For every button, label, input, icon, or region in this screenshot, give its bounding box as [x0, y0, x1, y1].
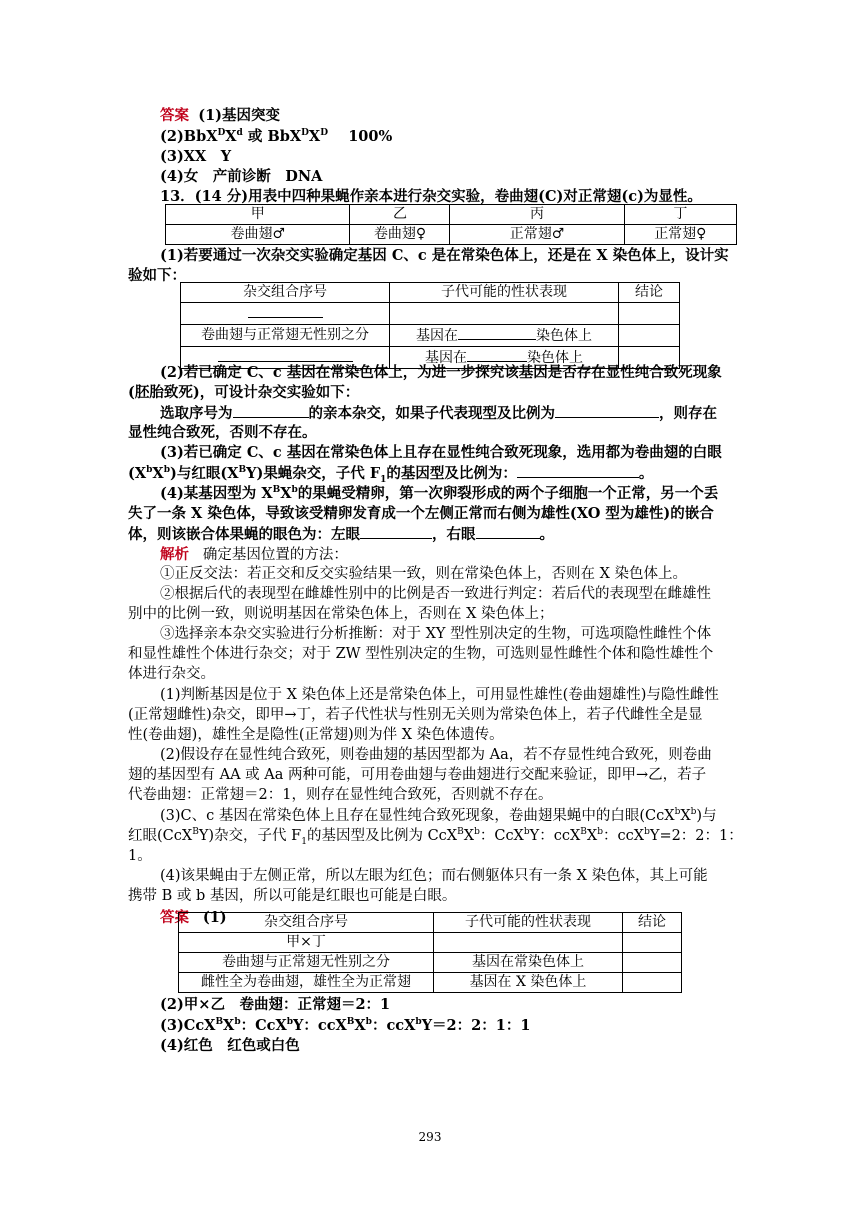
- fly-table: [165, 204, 737, 245]
- q13-part2-line3: 选取序号为 的亲本杂交，如果子代表现型及比例为 ，则存在: [160, 405, 717, 422]
- page-number: 293: [418, 1130, 442, 1144]
- answer-blank[interactable]: [248, 303, 323, 318]
- analysis-step-2a: (2)假设存在显性纯合致死，则卷曲翅的基因型都为 Aa，若不存显性纯合致死，则卷曲: [160, 747, 712, 763]
- answer-table-row: 卷曲翅与正常翅无性别之分 基因在常染色体上: [179, 953, 682, 973]
- analysis-method-2a: ②根据后代的表现型在雌雄性别中的比例是否一致进行判定：若后代的表现型在雌雄性: [160, 586, 711, 602]
- analysis-label: 解析: [160, 546, 189, 563]
- analysis-method-3c: 体进行杂交。: [128, 666, 215, 682]
- analysis-method-3b: 和显性雄性个体进行杂交；对于 ZW 型性别决定的生物，可选则显性雌性个体和隐性雄性个: [128, 646, 714, 662]
- analysis-step-1c: 性(卷曲翅)，雄性全是隐性(正常翅)则为伴 X 染色体遗传。: [128, 727, 504, 743]
- prev-answer-line-3: (3)XX Y: [160, 148, 232, 165]
- analysis-step-2b: 翅的基因型有 AA 或 Aa 两种可能，可用卷曲翅与卷曲翅进行交配来验证，即甲→乙，若子: [128, 767, 707, 783]
- answer-blank[interactable]: [517, 463, 639, 478]
- q13-part2-line4: 显性纯合致死，否则不存在。: [128, 424, 317, 441]
- q13-part1-line2: 验如下：: [128, 267, 186, 284]
- answer-table-row: 甲×丁: [179, 933, 682, 953]
- answer-table: 杂交组合序号 子代可能的性状表现 结论 甲×丁 卷曲翅与正常翅无性别之分 基因在常染色体上 雌性全为卷曲翅，雄性全为正常翅 基因在 X 染色体上: [178, 912, 682, 993]
- final-answer-2: (2)甲×乙 卷曲翅：正常翅＝2：1: [160, 996, 391, 1013]
- prev-answer-line-1: 答案 (1)基因突变: [160, 107, 281, 124]
- answer-blank[interactable]: [360, 524, 432, 539]
- analysis-step-3a: (3)C、c 基因在常染色体上且存在显性纯合致死现象，卷曲翅果蝇中的白眼$(CcX^bX^b)$与: [160, 807, 717, 824]
- q13-part4-line3: 体，则该嵌合体果蝇的眼色为：左眼 ，右眼 。: [128, 526, 554, 543]
- final-answer-label: 答案: [160, 909, 189, 926]
- analysis-step-4b: 携带 B 或 b 基因，所以可能是红眼也可能是白眼。: [128, 888, 457, 904]
- q13-part4-line2: 失了一条 X 染色体，导致该受精卵发育成一个左侧正常而右侧为雄性(XO 型为雄性)的嵌合: [128, 505, 714, 522]
- answer-blank[interactable]: [458, 325, 536, 340]
- question-13-heading: 13．(14 分)用表中四种果蝇作亲本进行杂交实验，卷曲翅(C)对正常翅(c)为显性。: [160, 188, 702, 205]
- prev-answer-line-4: (4)女 产前诊断 DNA: [160, 168, 323, 185]
- analysis-step-3c: 1。: [128, 848, 152, 864]
- fly-table-header-row: 甲 乙 丙 丁: [166, 205, 737, 225]
- final-answer-4: (4)红色 红色或白色: [160, 1037, 300, 1054]
- q13-part4-line1: (4)某基因型为 $X^BX^b$的果蝇受精卵，第一次卵裂形成的两个子细胞一个正常，另一个丢: [160, 485, 719, 502]
- answer-blank[interactable]: [233, 403, 309, 418]
- answer-blank[interactable]: [555, 403, 659, 418]
- q13-part3-line1: (3)若已确定 C、c 基因在常染色体上且存在显性纯合致死现象，选用都为卷曲翅的白眼: [160, 444, 722, 461]
- final-answer-3: $(3)CcX^BX^b$：CcX$^b$Y：$ccX^BX^b$：ccX$^b$Y＝2：2：1：1: [160, 1017, 531, 1034]
- q13-part2-line2: (胚胎致死)，可设计杂交实验如下：: [128, 384, 360, 401]
- answer-blank[interactable]: [476, 524, 540, 539]
- analysis-step-1a: (1)判断基因是位于 X 染色体上还是常染色体上，可用显性雄性(卷曲翅雄性)与隐性雌性: [160, 687, 719, 703]
- answer-label: 答案: [160, 107, 189, 124]
- prev-answer-line-2: $(2)BbX^DX^d$ 或 $BbX^DX^D$ 100%: [160, 128, 393, 145]
- answer-blank[interactable]: [467, 347, 527, 362]
- answer-table-row: 雌性全为卷曲翅，雄性全为正常翅 基因在 X 染色体上: [179, 973, 682, 993]
- final-answer-heading: 答案 (1): [160, 909, 227, 926]
- analysis-method-2b: 别中的比例一致，则说明基因在常染色体上，否则在 X 染色体上；: [128, 606, 554, 622]
- analysis-method-1: ①正反交法：若正交和反交实验结果一致，则在常染色体上，否则在 X 染色体上。: [160, 566, 688, 582]
- design-table: 杂交组合序号 子代可能的性状表现 结论 卷曲翅与正常翅无性别之分 基因在 染色体上 基因在 染色体上: [180, 282, 680, 369]
- analysis-heading: 解析 确定基因位置的方法：: [160, 546, 348, 563]
- analysis-step-2c: 代卷曲翅：正常翅＝2：1，则存在显性纯合致死，否则就不存在。: [128, 787, 553, 803]
- q13-part1-line1: (1)若要通过一次杂交实验确定基因 C、c 是在常染色体上，还是在 X 染色体上，设计实: [160, 247, 729, 264]
- analysis-method-3a: ③选择亲本杂交实验进行分析推断：对于 XY 型性别决定的生物，可选项隐性雌性个体: [160, 626, 712, 642]
- analysis-step-3b: 红眼(CcX$^B$Y)杂交，子代 $F_1$的基因型及比例为 $CcX^BX^b$：CcX$^b$Y：$ccX^BX^b$：ccX$^b$Y=2：2：1：: [128, 827, 743, 847]
- analysis-step-1b: (正常翅雌性)杂交，即甲→丁，若子代性状与性别无关则为常染色体上，若子代雌性全是显: [128, 707, 703, 723]
- q13-part3-line2: $(X^bX^b)$与红眼$(X^BY)$果蝇杂交，子代 $F_1$的基因型及比例为： 。: [128, 465, 654, 485]
- fly-table-row: 卷曲翅♂ 卷曲翅♀ 正常翅♂ 正常翅♀: [166, 225, 737, 245]
- analysis-step-4a: (4)该果蝇由于左侧正常，所以左眼为红色；而右侧躯体只有一条 X 染色体，其上可能: [160, 868, 708, 884]
- answer-blank[interactable]: [218, 347, 353, 362]
- q13-part2-line1: (2)若已确定 C、c 基因在常染色体上，为进一步探究该基因是否存在显性纯合致死现象: [160, 364, 722, 381]
